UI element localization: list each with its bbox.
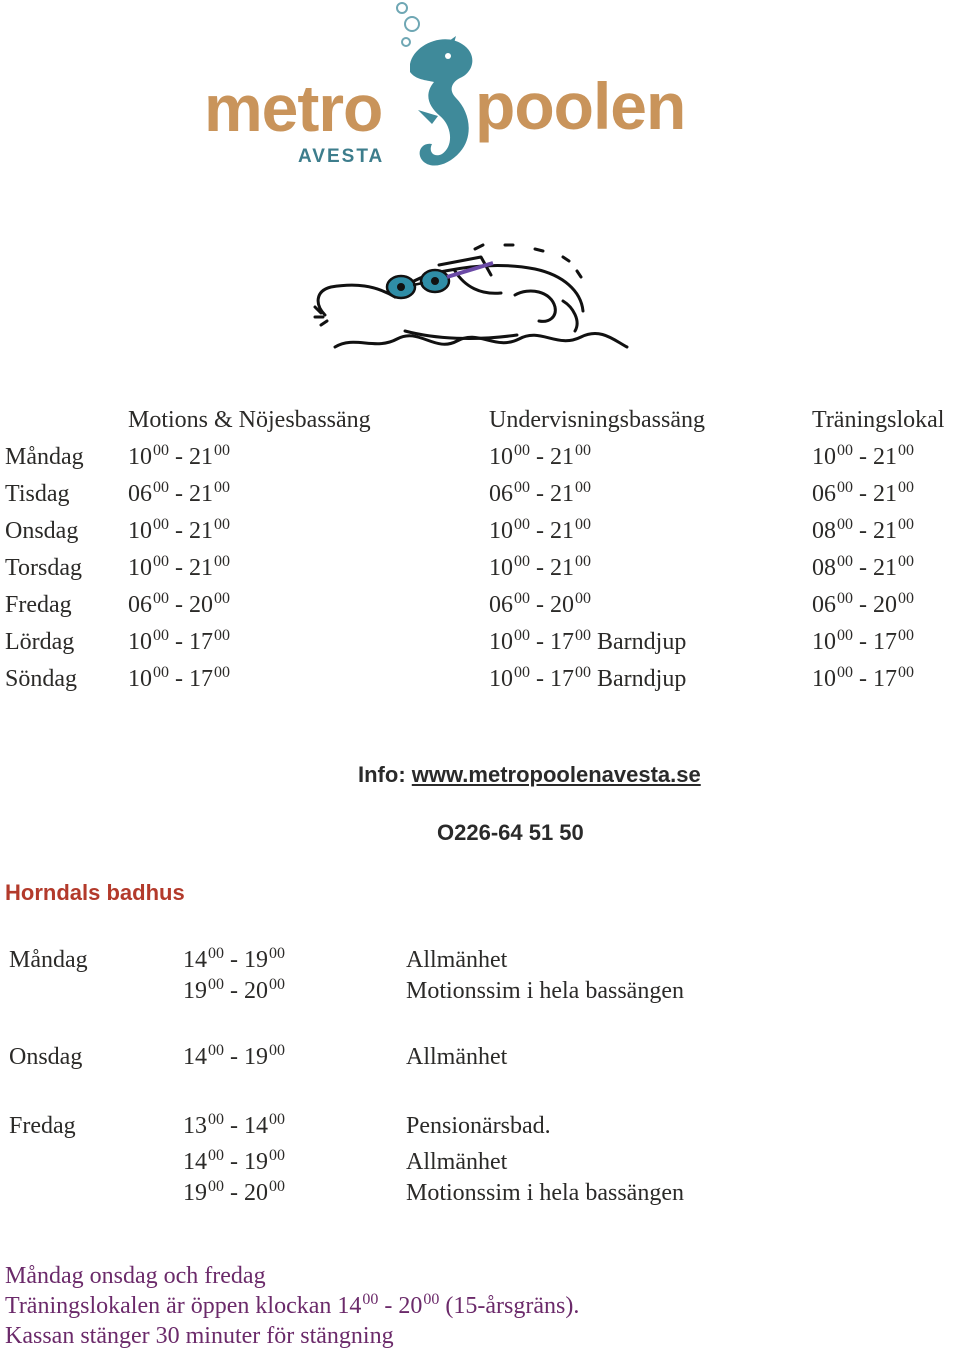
time-dash: - bbox=[530, 555, 550, 581]
time-end: 21 bbox=[550, 481, 574, 507]
time-start: 10 bbox=[128, 444, 152, 470]
time-start-min: 00 bbox=[208, 1147, 224, 1165]
schedule-row bbox=[0, 550, 960, 587]
time-end: 21 bbox=[873, 555, 897, 581]
time-dash: - bbox=[224, 1180, 244, 1206]
time-start-min: 00 bbox=[514, 479, 530, 497]
horndal-time bbox=[183, 1113, 285, 1140]
time-start: 10 bbox=[128, 555, 152, 581]
time-start-min: 00 bbox=[208, 976, 224, 994]
time-start-min: 00 bbox=[153, 479, 169, 497]
website-link[interactable]: www.metropoolenavesta.se bbox=[411, 762, 701, 787]
horndal-day-monday: Måndag bbox=[9, 947, 88, 973]
footer-line-3: Kassan stänger 30 minuter för stängning bbox=[5, 1323, 394, 1349]
time-undervisning bbox=[489, 587, 591, 624]
time-dash: - bbox=[530, 518, 550, 544]
time-traningslokal bbox=[812, 587, 914, 624]
schedule-day: Tisdag bbox=[5, 481, 70, 507]
time-end: 21 bbox=[550, 444, 574, 470]
time-traningslokal bbox=[812, 550, 914, 587]
time-end-min: 00 bbox=[898, 627, 914, 645]
time-start: 19 bbox=[183, 1180, 207, 1206]
time-dash: - bbox=[224, 947, 244, 973]
footer-notes bbox=[5, 1261, 955, 1351]
time-dash: - bbox=[169, 518, 189, 544]
time-start: 10 bbox=[128, 629, 152, 655]
time-undervisning bbox=[489, 476, 591, 513]
time-dash: - bbox=[530, 592, 550, 618]
time-start: 10 bbox=[812, 629, 836, 655]
time-start-min: 00 bbox=[208, 1178, 224, 1196]
time-end: 20 bbox=[189, 592, 213, 618]
footer-line-2: Träningslokalen är öppen klockan $14^{00} - 20^{00}$ (15-årsgräns). bbox=[5, 1291, 580, 1319]
time-end-min: 00 bbox=[214, 516, 230, 534]
time-end-min: 00 bbox=[575, 516, 591, 534]
time-end-min: 00 bbox=[898, 479, 914, 497]
time-end-min: 00 bbox=[898, 664, 914, 682]
time-dash: - bbox=[169, 666, 189, 692]
schedule-row bbox=[0, 513, 960, 550]
time-dash: - bbox=[853, 629, 873, 655]
time-end-min: 00 bbox=[214, 664, 230, 682]
time-start-min: 00 bbox=[837, 442, 853, 460]
time-end-min: 00 bbox=[269, 1147, 285, 1165]
horndal-description: Allmänhet bbox=[406, 1149, 508, 1175]
schedule-header-row bbox=[0, 402, 960, 439]
time-start-min: 00 bbox=[837, 479, 853, 497]
horndal-description: Motionssim i hela bassängen bbox=[406, 978, 684, 1004]
time-undervisning bbox=[489, 624, 686, 661]
time-note: Barndjup bbox=[597, 666, 687, 692]
time-traningslokal bbox=[812, 439, 914, 476]
schedule-day: Lördag bbox=[5, 629, 75, 655]
logo-word-metro: metro bbox=[204, 71, 383, 145]
time-motions bbox=[128, 550, 230, 587]
time-start: 10 bbox=[128, 666, 152, 692]
schedule-day: Söndag bbox=[5, 666, 77, 692]
time-undervisning bbox=[489, 513, 591, 550]
time-dash: - bbox=[853, 518, 873, 544]
time-end: 21 bbox=[189, 555, 213, 581]
horndal-time bbox=[183, 978, 285, 1005]
time-motions bbox=[128, 513, 230, 550]
time-end-min: 00 bbox=[269, 1178, 285, 1196]
footer-line-2-from-min: 00 bbox=[362, 1291, 379, 1309]
time-dash: - bbox=[853, 666, 873, 692]
header-undervisning: Undervisningsbassäng bbox=[489, 407, 705, 433]
time-start: 06 bbox=[128, 481, 152, 507]
time-start: 06 bbox=[128, 592, 152, 618]
time-end: 21 bbox=[189, 518, 213, 544]
time-end-min: 00 bbox=[214, 553, 230, 571]
time-end-min: 00 bbox=[269, 945, 285, 963]
footer-line-2-to-min: 00 bbox=[423, 1291, 440, 1309]
time-start-min: 00 bbox=[514, 442, 530, 460]
time-end-min: 00 bbox=[214, 442, 230, 460]
time-start: 10 bbox=[489, 518, 513, 544]
time-start-min: 00 bbox=[514, 590, 530, 608]
footer-line-2-prefix: Träningslokalen är öppen klockan bbox=[5, 1293, 332, 1319]
time-dash: - bbox=[853, 555, 873, 581]
time-start-min: 00 bbox=[837, 627, 853, 645]
time-start: 08 bbox=[812, 555, 836, 581]
time-start: 14 bbox=[183, 1149, 207, 1175]
time-start: 06 bbox=[812, 481, 836, 507]
schedule-row bbox=[0, 476, 960, 513]
time-end: 17 bbox=[550, 629, 574, 655]
time-dash: - bbox=[853, 481, 873, 507]
time-start-min: 00 bbox=[153, 590, 169, 608]
time-start: 14 bbox=[183, 1044, 207, 1070]
time-end-min: 00 bbox=[575, 479, 591, 497]
horndal-description: Allmänhet bbox=[406, 1044, 508, 1070]
time-dash: - bbox=[530, 666, 550, 692]
time-dash: - bbox=[169, 555, 189, 581]
horndal-time bbox=[183, 947, 285, 974]
phone-number: O226-64 51 50 bbox=[437, 820, 584, 845]
time-note: Barndjup bbox=[597, 629, 687, 655]
time-end: 21 bbox=[189, 481, 213, 507]
time-end: 19 bbox=[244, 1149, 268, 1175]
time-end-min: 00 bbox=[898, 590, 914, 608]
time-end: 17 bbox=[550, 666, 574, 692]
time-traningslokal bbox=[812, 513, 914, 550]
time-end-min: 00 bbox=[575, 442, 591, 460]
time-undervisning bbox=[489, 550, 591, 587]
footer-line-1: Måndag onsdag och fredag bbox=[5, 1263, 266, 1289]
time-start-min: 00 bbox=[153, 442, 169, 460]
schedule-table bbox=[0, 402, 960, 702]
horndal-title: Horndals badhus bbox=[5, 880, 185, 905]
time-end-min: 00 bbox=[898, 516, 914, 534]
logo-subtitle: AVESTA bbox=[298, 146, 385, 167]
time-end-min: 00 bbox=[575, 664, 591, 682]
logo-word-poolen: poolen bbox=[475, 69, 686, 143]
horndal-time bbox=[183, 1044, 285, 1071]
time-dash: - bbox=[224, 1044, 244, 1070]
time-dash: - bbox=[169, 592, 189, 618]
time-end: 17 bbox=[189, 629, 213, 655]
time-start: 06 bbox=[489, 481, 513, 507]
time-end: 17 bbox=[873, 629, 897, 655]
time-start-min: 00 bbox=[837, 553, 853, 571]
time-start-min: 00 bbox=[153, 553, 169, 571]
time-motions bbox=[128, 624, 230, 661]
time-dash: - bbox=[853, 592, 873, 618]
header-traningslokal: Träningslokal bbox=[812, 407, 945, 433]
time-start-min: 00 bbox=[208, 945, 224, 963]
horndal-day-wednesday: Onsdag bbox=[9, 1044, 83, 1070]
time-start-min: 00 bbox=[837, 664, 853, 682]
swimmer-illustration bbox=[305, 235, 635, 365]
time-end: 21 bbox=[550, 555, 574, 581]
time-dash: - bbox=[530, 444, 550, 470]
time-end: 19 bbox=[244, 1044, 268, 1070]
time-dash: - bbox=[169, 481, 189, 507]
info-label: Info: bbox=[358, 762, 406, 787]
time-end-min: 00 bbox=[214, 627, 230, 645]
time-start-min: 00 bbox=[514, 627, 530, 645]
header-motions: Motions & Nöjesbassäng bbox=[128, 407, 371, 433]
time-start: 14 bbox=[183, 947, 207, 973]
time-dash: - bbox=[169, 444, 189, 470]
time-traningslokal bbox=[812, 476, 914, 513]
time-end: 17 bbox=[873, 666, 897, 692]
time-end: 14 bbox=[244, 1113, 268, 1139]
footer-line-2-to: 20 bbox=[398, 1293, 423, 1319]
time-end-min: 00 bbox=[575, 590, 591, 608]
time-undervisning bbox=[489, 661, 686, 698]
time-dash: - bbox=[224, 978, 244, 1004]
time-start: 13 bbox=[183, 1113, 207, 1139]
time-start-min: 00 bbox=[153, 664, 169, 682]
horndal-time bbox=[183, 1149, 285, 1176]
time-start: 10 bbox=[489, 555, 513, 581]
time-end: 21 bbox=[189, 444, 213, 470]
time-start: 10 bbox=[489, 666, 513, 692]
time-end: 20 bbox=[550, 592, 574, 618]
time-motions bbox=[128, 476, 230, 513]
time-end-min: 00 bbox=[269, 1042, 285, 1060]
time-end-min: 00 bbox=[575, 627, 591, 645]
time-start: 06 bbox=[812, 592, 836, 618]
time-end: 20 bbox=[873, 592, 897, 618]
time-end-min: 00 bbox=[214, 590, 230, 608]
time-end-min: 00 bbox=[575, 553, 591, 571]
time-dash: - bbox=[853, 444, 873, 470]
time-start-min: 00 bbox=[153, 627, 169, 645]
time-end: 21 bbox=[873, 518, 897, 544]
info-line bbox=[358, 762, 701, 788]
time-motions bbox=[128, 439, 230, 476]
time-dash: - bbox=[224, 1149, 244, 1175]
time-dash: - bbox=[169, 629, 189, 655]
schedule-day: Torsdag bbox=[5, 555, 82, 581]
time-end: 17 bbox=[189, 666, 213, 692]
horndal-day-friday: Fredag bbox=[9, 1113, 76, 1139]
time-dash: - bbox=[530, 481, 550, 507]
time-end: 20 bbox=[244, 978, 268, 1004]
time-motions bbox=[128, 661, 230, 698]
schedule-row bbox=[0, 624, 960, 661]
time-start: 08 bbox=[812, 518, 836, 544]
horndal-time bbox=[183, 1180, 285, 1207]
time-start: 10 bbox=[489, 629, 513, 655]
time-motions bbox=[128, 587, 230, 624]
time-start: 10 bbox=[812, 444, 836, 470]
time-start-min: 00 bbox=[153, 516, 169, 534]
time-start-min: 00 bbox=[514, 664, 530, 682]
footer-line-2-suffix: (15-årsgräns). bbox=[445, 1293, 580, 1319]
time-start-min: 00 bbox=[514, 516, 530, 534]
schedule-row bbox=[0, 661, 960, 698]
time-start: 10 bbox=[128, 518, 152, 544]
time-end: 19 bbox=[244, 947, 268, 973]
schedule-day: Onsdag bbox=[5, 518, 79, 544]
time-end: 21 bbox=[550, 518, 574, 544]
time-traningslokal bbox=[812, 661, 914, 698]
time-end-min: 00 bbox=[898, 553, 914, 571]
time-end: 20 bbox=[244, 1180, 268, 1206]
schedule-day: Fredag bbox=[5, 592, 72, 618]
time-start: 10 bbox=[812, 666, 836, 692]
time-end: 21 bbox=[873, 481, 897, 507]
time-start-min: 00 bbox=[514, 553, 530, 571]
time-start-min: 00 bbox=[208, 1111, 224, 1129]
time-end-min: 00 bbox=[214, 479, 230, 497]
time-dash: - bbox=[224, 1113, 244, 1139]
time-start-min: 00 bbox=[208, 1042, 224, 1060]
time-end-min: 00 bbox=[269, 1111, 285, 1129]
time-start: 06 bbox=[489, 592, 513, 618]
time-dash: - bbox=[530, 629, 550, 655]
schedule-row bbox=[0, 587, 960, 624]
time-undervisning bbox=[489, 439, 591, 476]
time-start-min: 00 bbox=[837, 516, 853, 534]
time-start: 10 bbox=[489, 444, 513, 470]
time-start: 19 bbox=[183, 978, 207, 1004]
time-end-min: 00 bbox=[269, 976, 285, 994]
horndal-description: Motionssim i hela bassängen bbox=[406, 1180, 684, 1206]
time-end: 21 bbox=[873, 444, 897, 470]
horndal-description: Pensionärsbad. bbox=[406, 1113, 551, 1139]
time-start-min: 00 bbox=[837, 590, 853, 608]
time-traningslokal bbox=[812, 624, 914, 661]
logo bbox=[200, 0, 700, 185]
horndal-description: Allmänhet bbox=[406, 947, 508, 973]
schedule-day: Måndag bbox=[5, 444, 84, 470]
time-end-min: 00 bbox=[898, 442, 914, 460]
schedule-row bbox=[0, 439, 960, 476]
footer-line-2-from: 14 bbox=[337, 1293, 362, 1319]
